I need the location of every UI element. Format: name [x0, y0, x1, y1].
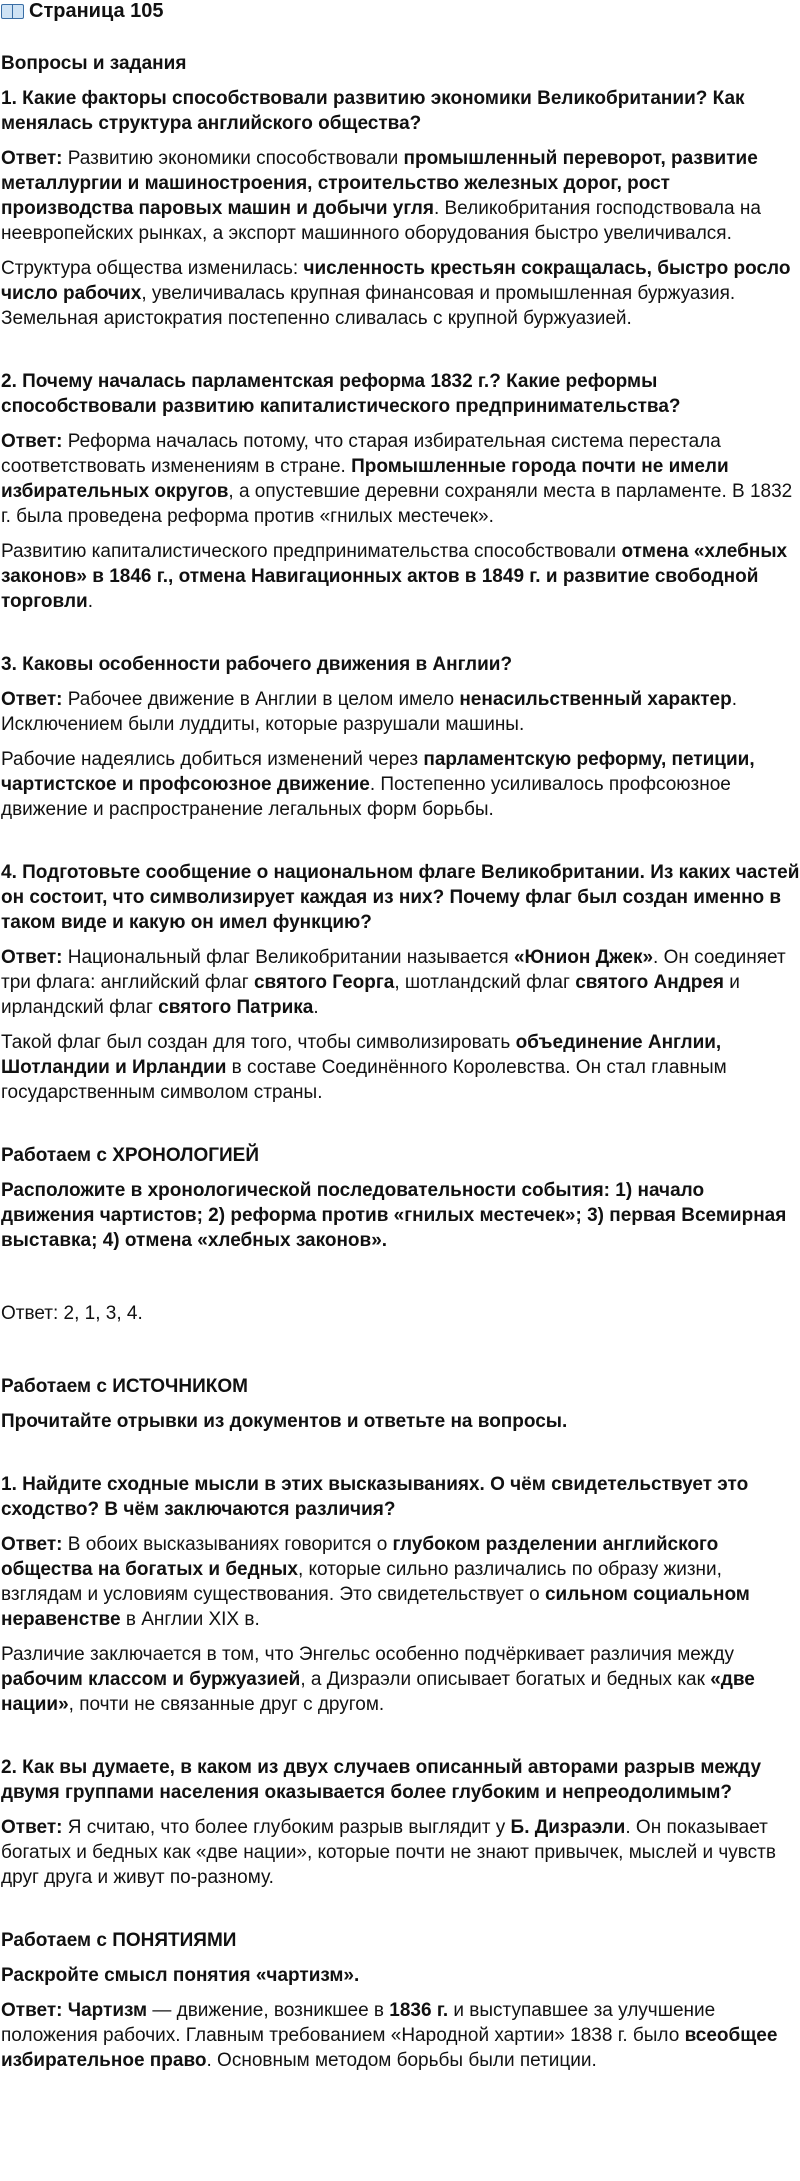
- answer-paragraph: Ответ: 2, 1, 3, 4.: [1, 1303, 143, 1324]
- answer-paragraph: Ответ: В обоих высказываниях говорится о глубоком разделении английского общества на богатых и бедных, которые сильно различались по образу жизни, взглядам и условиям существования. Это свидетельствует о сильном социальном неравенстве в Англии XIX в.: [1, 1534, 750, 1630]
- question: 1. Какие факторы способствовали развитию экономики Великобритании? Как менялась структура английского общества?: [1, 88, 745, 134]
- section-heading: Работаем с ПОНЯТИЯМИ: [1, 1930, 237, 1951]
- page-header: [1, 0, 800, 22]
- task-text: Раскройте смысл понятия «чартизм».: [1, 1965, 360, 1986]
- question: 2. Как вы думаете, в каком из двух случаев описанный авторами разрыв между двумя группами населения оказывается более глубоким и непреодолимым?: [1, 1757, 762, 1803]
- answer-paragraph: Ответ: Чартизм — движение, возникшее в 1836 г. и выступавшее за улучшение положения рабочих. Главным требованием «Народной хартии» 1838 г. было всеобщее избирательное право. Основным методом борьбы были петиции.: [1, 2000, 778, 2071]
- section-heading: Работаем с ХРОНОЛОГИЕЙ: [1, 1145, 259, 1166]
- answer-paragraph: Структура общества изменилась: численность крестьян сокращалась, быстро росло число рабочих, увеличивалась крупная финансовая и промышленная буржуазия. Земельная аристократия постепенно сливалась с крупной буржуазией.: [1, 258, 791, 329]
- section-heading: Работаем с ИСТОЧНИКОМ: [1, 1376, 248, 1397]
- answer-paragraph: Ответ: Национальный флаг Великобритании называется «Юнион Джек». Он соединяет три флага: английский флаг святого Георга, шотландский флаг святого Андрея и ирландский флаг святого Патрика.: [1, 947, 786, 1018]
- answer-paragraph: Ответ: Развитию экономики способствовали промышленный переворот, развитие металлургии и машиностроения, строительство железных дорог, рост производства паровых машин и добычи угля. Великобритания господствовала на неевропейских рынках, а экспорт машинного оборудования быстро увеличивался.: [1, 148, 761, 244]
- answer-paragraph: Ответ: Реформа началась потому, что старая избирательная система перестала соответствовать изменениям в стране. Промышленные города почти не имели избирательных округов, а опустевшие деревни сохраняли места в парламенте. В 1832 г. была проведена реформа против «гнилых местечек».: [1, 431, 793, 527]
- book-icon: [1, 3, 23, 19]
- answer-paragraph: Ответ: Рабочее движение в Англии в целом имело ненасильственный характер. Исключением были луддиты, которые разрушали машины.: [1, 689, 737, 735]
- answer-paragraph: Развитию капиталистического предпринимательства способствовали отмена «хлебных законов» в 1846 г., отмена Навигационных актов в 1849 г. и развитие свободной торговли.: [1, 541, 788, 612]
- answer-paragraph: Ответ: Я считаю, что более глубоким разрыв выглядит у Б. Дизраэли. Он показывает богатых и бедных как «две нации», которые почти не знают привычек, мыслей и чувств друг друга и живут по-разному.: [1, 1817, 776, 1888]
- task-text: Прочитайте отрывки из документов и ответьте на вопросы.: [1, 1411, 568, 1432]
- question: 1. Найдите сходные мысли в этих высказываниях. О чём свидетельствует это сходство? В чём заключаются различия?: [1, 1474, 749, 1520]
- answer-paragraph: Различие заключается в том, что Энгельс особенно подчёркивает различия между рабочим классом и буржуазией, а Дизраэли описывает богатых и бедных как «две нации», почти не связанные друг с другом.: [1, 1644, 755, 1715]
- answer-paragraph: Рабочие надеялись добиться изменений через парламентскую реформу, петиции, чартистское и профсоюзное движение. Постепенно усиливалось профсоюзное движение и распространение легальных форм борьбы.: [1, 749, 755, 820]
- page-title: Страница 105: [29, 0, 164, 22]
- task-text: Расположите в хронологической последовательности события: 1) начало движения чартистов; 2) реформа против «гнилых местечек»; 3) первая Всемирная выставка; 4) отмена «хлебных законов».: [1, 1180, 787, 1251]
- section-heading: Вопросы и задания: [1, 53, 187, 74]
- answer-paragraph: Такой флаг был создан для того, чтобы символизировать объединение Англии, Шотландии и Ирландии в составе Соединённого Королевства. Он стал главным государственным символом страны.: [1, 1032, 727, 1103]
- question: 3. Каковы особенности рабочего движения в Англии?: [1, 654, 513, 675]
- question: 4. Подготовьте сообщение о национальном флаге Великобритании. Из каких частей он состоит, что символизирует каждая из них? Почему флаг был создан именно в таком виде и какую он имел функцию?: [1, 862, 800, 933]
- question: 2. Почему началась парламентская реформа 1832 г.? Какие реформы способствовали развитию капиталистического предпринимательства?: [1, 371, 681, 417]
